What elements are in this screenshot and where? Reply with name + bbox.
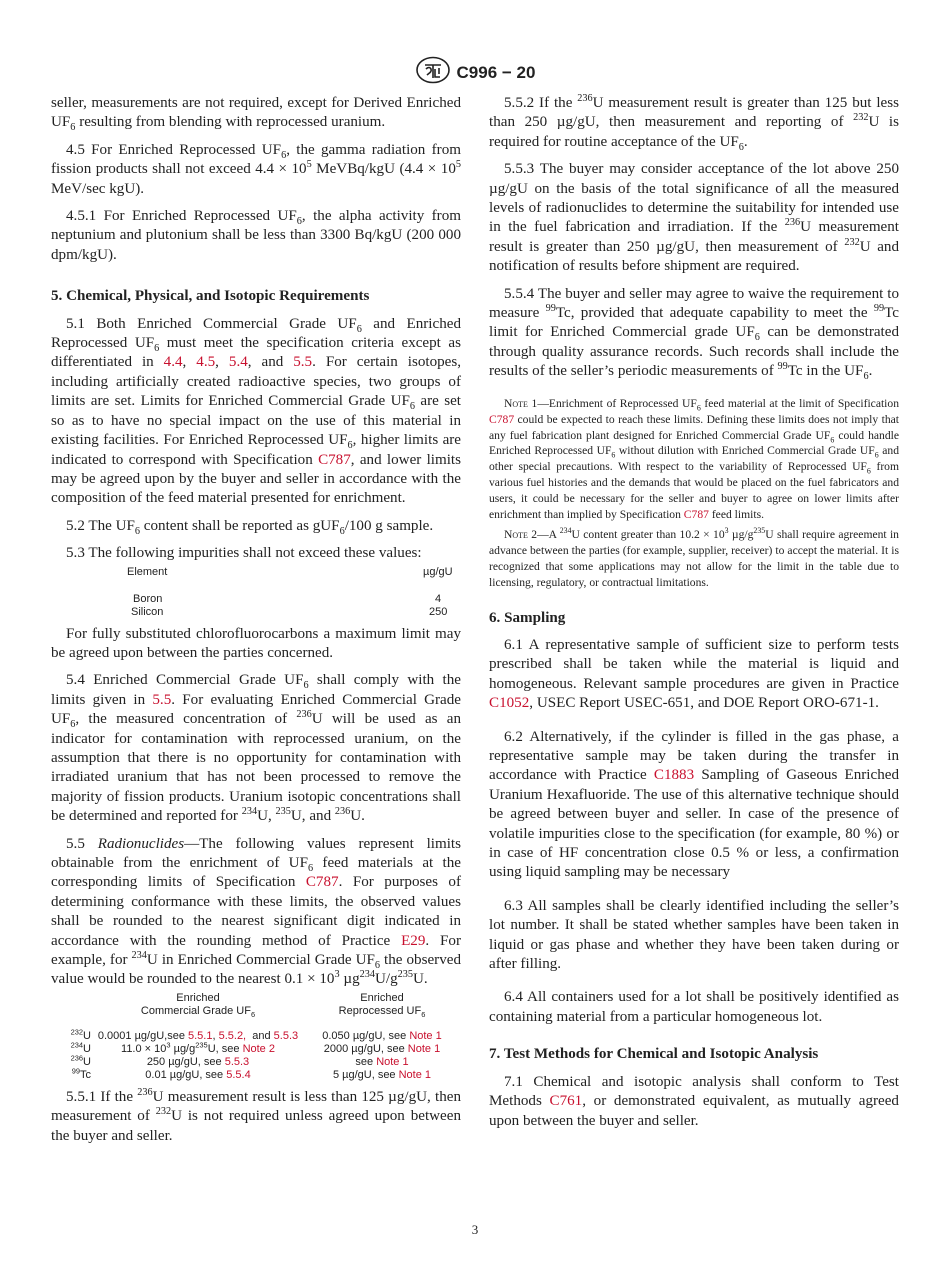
paragraph-cfc: For fully substituted chlorofluorocarbons a maximum limit may be agreed upon between the parties concerned.: [51, 625, 461, 661]
paragraph-5-4: 5.4 Enriched Commercial Grade $UF_6$ shall comply with the limits given in 5.5. For evaluating Enriched Commercial Grade $UF_6$, the measured concentration of $^{236}$U will be used as an indicator for contamination with reprocessed uranium, on the assumption that there is no opportunity for contamination with irradiated uranium that has not been processed to remove the majority of fission products. Uranium isotopic concentrations shall be determined and reported for $^{234}$U, $^{235}$U, and $^{236}$U.: [51, 672, 461, 825]
radionuclides-table: [51, 992, 461, 1082]
table-row: $^{99}$Tc 0.01 µg/gU, see 5.5.4 5 µg/gU, see Note 1: [71, 1066, 432, 1081]
link-c787[interactable]: C787: [683, 508, 709, 522]
paragraph-5-5-3: 5.5.3 The buyer may consider acceptance of the lot above 250 µg/gU on the basis of the total significance of all the measured levels of radionuclides to determine the suitability for intended use in the fuel fabrication and irradiation. If the $^{236}$U measurement result is greater than 250 µg/gU, then measurement of $^{232}$U and notification of results before shipment are required.: [489, 161, 900, 275]
paragraph-5-5-4: 5.5.4 The buyer and seller may agree to waive the requirement to measure $^{99}$Tc, provided that adequate capability to meet the $^{99}$Tc limit for Enriched Commercial grade $UF_6$ can be demonstrated through quality assurance records. Such records shall include the results of the seller’s periodic measurements of $^{99}$Tc in the $UF_6$.: [489, 285, 899, 383]
paragraph-4-5-1: 4.5.1 For Enriched Reprocessed $UF_6$, the alpha activity from neptunium and plutonium shall be less than 3300 Bq/kgU (200 000 dpm/kgU).: [51, 208, 461, 263]
rad-header-commercial: Enriched Commercial Grade $UF_6$: [140, 991, 256, 1020]
table-row: $^{236}$U 250 µg/gU, see 5.5.3 see Note 1: [70, 1053, 409, 1068]
link-note-2[interactable]: Note 2: [242, 1042, 275, 1055]
link-5-5-1[interactable]: 5.5.1: [188, 1029, 213, 1042]
paragraph-6-4: 6.4 All containers used for a lot shall be positively identified as containing material from a particular homogeneous lot.: [489, 989, 899, 1025]
link-5-5-3[interactable]: 5.5.3: [224, 1055, 250, 1068]
paragraph-5-3: 5.3 The following impurities shall not exceed these values:: [66, 545, 422, 562]
table-row: Boron 4: [133, 592, 442, 605]
paragraph-6-2: 6.2 Alternatively, if the cylinder is filled in the gas phase, a representative sample may be taken during the transfer in accordance with Practice C1883 Sampling of Gaseous Enriched Uranium Hexafluoride. The use of this alternative technique should be agreed between buyer and seller. In case of the presence of volatile impurities close to the specification (for example, 80 %) or in case of HF concentration close 0.5 % or less, a confirmation using liquid sampling may be necessary: [489, 728, 899, 881]
table-row: Silicon 250: [131, 605, 448, 618]
link-note-1[interactable]: Note 1: [409, 1029, 442, 1042]
link-5-4[interactable]: 5.4: [228, 354, 248, 371]
page-header: [0, 56, 950, 89]
table-row: $^{232}$U 0.0001 µg/gU,see 5.5.1, 5.5.2, and 5.5.3 0.050 µg/gU, see Note 1: [70, 1027, 442, 1042]
link-note-1[interactable]: Note 1: [398, 1068, 432, 1081]
note-1: Note 1—Enrichment of Reprocessed $UF_6$ feed material at the limit of Specification C787 could be expected to reach these limits. Defining these limits does not imply that any fuel fabrication plant designed for Enriched Commercial Grade $UF_6$ could handle Enriched Reprocessed $UF_6$ without dilution with Enriched Commercial Grade $UF_6$ and other special precautions. With respect to the variability of Reprocessed $UF_6$ from various fuel histories and the demands that would be placed on the fuel fabricators and users, it could be necessary for the seller and buyer to agree on lower limits after enrichment than implied by Specification C787 feed limits.: [489, 396, 899, 522]
link-4-5[interactable]: 4.5: [196, 354, 216, 371]
link-c761[interactable]: C761: [549, 1093, 583, 1110]
link-c787[interactable]: C787: [305, 874, 339, 891]
paragraph-5-1: 5.1 Both Enriched Commercial Grade $UF_6$ and Enriched Reprocessed $UF_6$ must meet the specification criteria except as differentiated in 4.4, 4.5, 5.4, and 5.5. For certain isotopes, including artificially created radioactive species, two groups of limits are set. Limits for Enriched Commercial Grade $UF_6$ are set so as to have no special impact on the use of this material in existing facilities. For Enriched Reprocessed $UF_6$, higher limits are indicated to correspond with Specification C787, and lower limits may be agreed upon by the buyer and seller in accordance with the composition of the feed material presented for enrichment.: [51, 315, 462, 507]
link-note-1[interactable]: Note 1: [407, 1042, 441, 1055]
paragraph-6-1: 6.1 A representative sample of sufficient size to perform tests prescribed shall be taken while the material is liquid and homogeneous. Relevant sample procedures are given in Practice C1052, USEC Report USEC-651, and DOE Report ORO-671-1.: [489, 636, 899, 712]
standard-designation: C996 − 20: [456, 62, 536, 82]
paragraph-4-5: 4.5 For Enriched Reprocessed $UF_6$, the gamma radiation from fission products shall not exceed $4.4 \times 10^5$ MeVBq/kgU ($4.4 \times 10^5$ MeV/sec kgU).: [51, 141, 461, 197]
right-column: [489, 94, 899, 1139]
paragraph-5-5-1: 5.5.1 If the $^{236}$U measurement result is less than 125 µg/gU, then measurement of $^{232}$U is not required unless agreed upon between the buyer and seller.: [51, 1086, 461, 1144]
link-5-5[interactable]: 5.5: [293, 354, 313, 371]
impurities-table: [51, 566, 461, 619]
impurities-header-unit: µg/gU: [423, 565, 453, 578]
page-number: 3: [471, 1222, 479, 1237]
link-note-1[interactable]: Note 1: [376, 1055, 409, 1068]
paragraph-6-3: 6.3 All samples shall be clearly identified including the seller’s lot number. It shall be stated whether samples have been taken in liquid or gas phase and whether they have been taken during or after filling.: [489, 897, 899, 973]
link-5-5-2[interactable]: 5.5.2,: [218, 1029, 247, 1042]
link-c1052[interactable]: C1052: [489, 695, 530, 712]
rad-header-reprocessed: Enriched Reprocessed $UF_6$: [338, 991, 426, 1020]
link-5-5-4[interactable]: 5.5.4: [226, 1068, 251, 1081]
section-7-heading: 7. Test Methods for Chemical and Isotopic Analysis: [489, 1046, 819, 1063]
note-2: Note 2—A $^{234}$U content greater than $10.2 \times 10^3$ $\mu g/g^{235}U$ shall require agreement in advance between the parties (for example, supplier, receiver) to accept the material. It is recognized that some applications may not allow for the limit in the table due to licensing, regulatory, or contractual limitations.: [489, 526, 899, 589]
left-column: [51, 94, 461, 1154]
link-5-5[interactable]: 5.5: [152, 691, 172, 708]
paragraph-5-5-2: 5.5.2 If the $^{236}$U measurement result is greater than 125 but less than 250 µg/gU, then measurement and reporting of $^{232}$U is required for routine acceptance of the $UF_6$.: [489, 92, 899, 153]
link-4-4[interactable]: 4.4: [163, 354, 183, 371]
paragraph-4-4-continued: seller, measurements are not required, except for Derived Enriched $UF_6$ resulting from blending with reprocessed uranium.: [51, 95, 461, 134]
link-c787[interactable]: C787: [318, 451, 351, 468]
paragraph-5-5: 5.5 Radionuclides—The following values represent limits obtainable from the enrichment of $UF_6$ feed materials at the corresponding limits of Specification C787. For purposes of determining conformance with these limits, the observed values shall be rounded to the nearest significant digit indicated in accordance with the rounding method of Practice E29. For example, for $^{234}$U in Enriched Commercial Grade $UF_6$ the observed value would be rounded to the nearest $0.1 \times 10^3$ $\mu g^{234}U/g^{235}U$.: [51, 835, 462, 988]
link-c787[interactable]: C787: [489, 412, 515, 426]
astm-logo-icon: [415, 56, 451, 89]
link-5-5-3[interactable]: 5.5.3: [273, 1029, 299, 1042]
impurities-header-element: Element: [127, 565, 168, 578]
paragraph-5-2: 5.2 The $UF_6$ content shall be reported as gUF$_6$/100 g sample.: [66, 517, 434, 537]
table-row: $^{234}$U $11.0 \times 10^3$ $\mu g/g^{235}U$, see Note 2 2000 µg/gU, see Note 1: [70, 1040, 441, 1055]
paragraph-7-1: 7.1 Chemical and isotopic analysis shall conform to Test Methods C761, or demonstrated equivalent, as mutually agreed upon between the buyer and seller.: [489, 1073, 899, 1129]
section-6-heading: 6. Sampling: [489, 609, 566, 626]
section-5-heading: 5. Chemical, Physical, and Isotopic Requirements: [51, 288, 370, 305]
link-c1883[interactable]: C1883: [653, 767, 695, 784]
link-e29[interactable]: E29: [401, 932, 426, 949]
